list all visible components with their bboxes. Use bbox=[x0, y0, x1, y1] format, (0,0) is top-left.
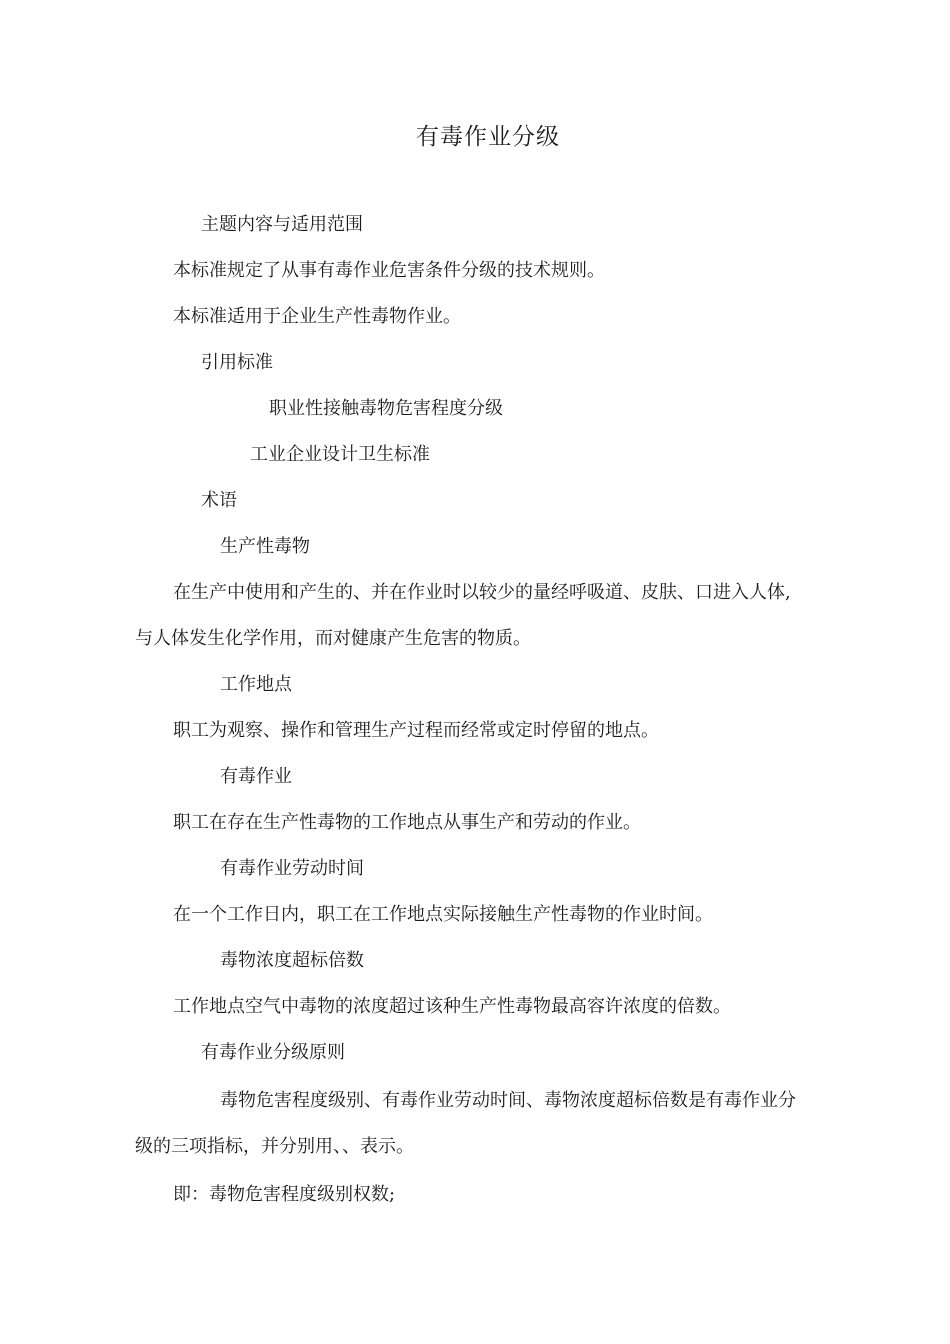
paragraph-line: 在生产中使用和产生的、并在作业时以较少的量经呼吸道、皮肤、口进入人体, bbox=[173, 582, 791, 603]
reference-item: 工业企业设计卫生标准 bbox=[250, 444, 430, 465]
reference-item: 职业性接触毒物危害程度分级 bbox=[269, 398, 503, 419]
paragraph-line: 与人体发生化学作用，而对健康产生危害的物质。 bbox=[135, 628, 531, 649]
paragraph-line: 工作地点空气中毒物的浓度超过该种生产性毒物最高容许浓度的倍数。 bbox=[173, 996, 731, 1017]
section-heading-principles: 有毒作业分级原则 bbox=[201, 1042, 345, 1063]
paragraph-line: 职工为观察、操作和管理生产过程而经常或定时停留的地点。 bbox=[173, 720, 659, 741]
paragraph-line: 本标准规定了从事有毒作业危害条件分级的技术规则。 bbox=[173, 260, 605, 281]
term-heading: 有毒作业 bbox=[220, 766, 292, 787]
term-heading: 有毒作业劳动时间 bbox=[220, 858, 364, 879]
paragraph-line: 毒物危害程度级别、有毒作业劳动时间、毒物浓度超标倍数是有毒作业分 bbox=[220, 1090, 796, 1111]
section-heading-references: 引用标准 bbox=[201, 352, 273, 373]
paragraph-line: 本标准适用于企业生产性毒物作业。 bbox=[173, 306, 461, 327]
paragraph-line: 级的三项指标，并分别用、、表示。 bbox=[135, 1136, 414, 1157]
paragraph-line: 职工在存在生产性毒物的工作地点从事生产和劳动的作业。 bbox=[173, 812, 641, 833]
term-heading: 毒物浓度超标倍数 bbox=[220, 950, 364, 971]
paragraph-line: 在一个工作日内，职工在工作地点实际接触生产性毒物的作业时间。 bbox=[173, 904, 713, 925]
term-heading: 生产性毒物 bbox=[220, 536, 310, 557]
paragraph-line: 即：毒物危害程度级别权数; bbox=[173, 1184, 396, 1205]
section-heading-terms: 术语 bbox=[201, 490, 237, 511]
section-heading-scope: 主题内容与适用范围 bbox=[201, 214, 363, 235]
document-title: 有毒作业分级 bbox=[416, 124, 560, 150]
term-heading: 工作地点 bbox=[220, 674, 292, 695]
